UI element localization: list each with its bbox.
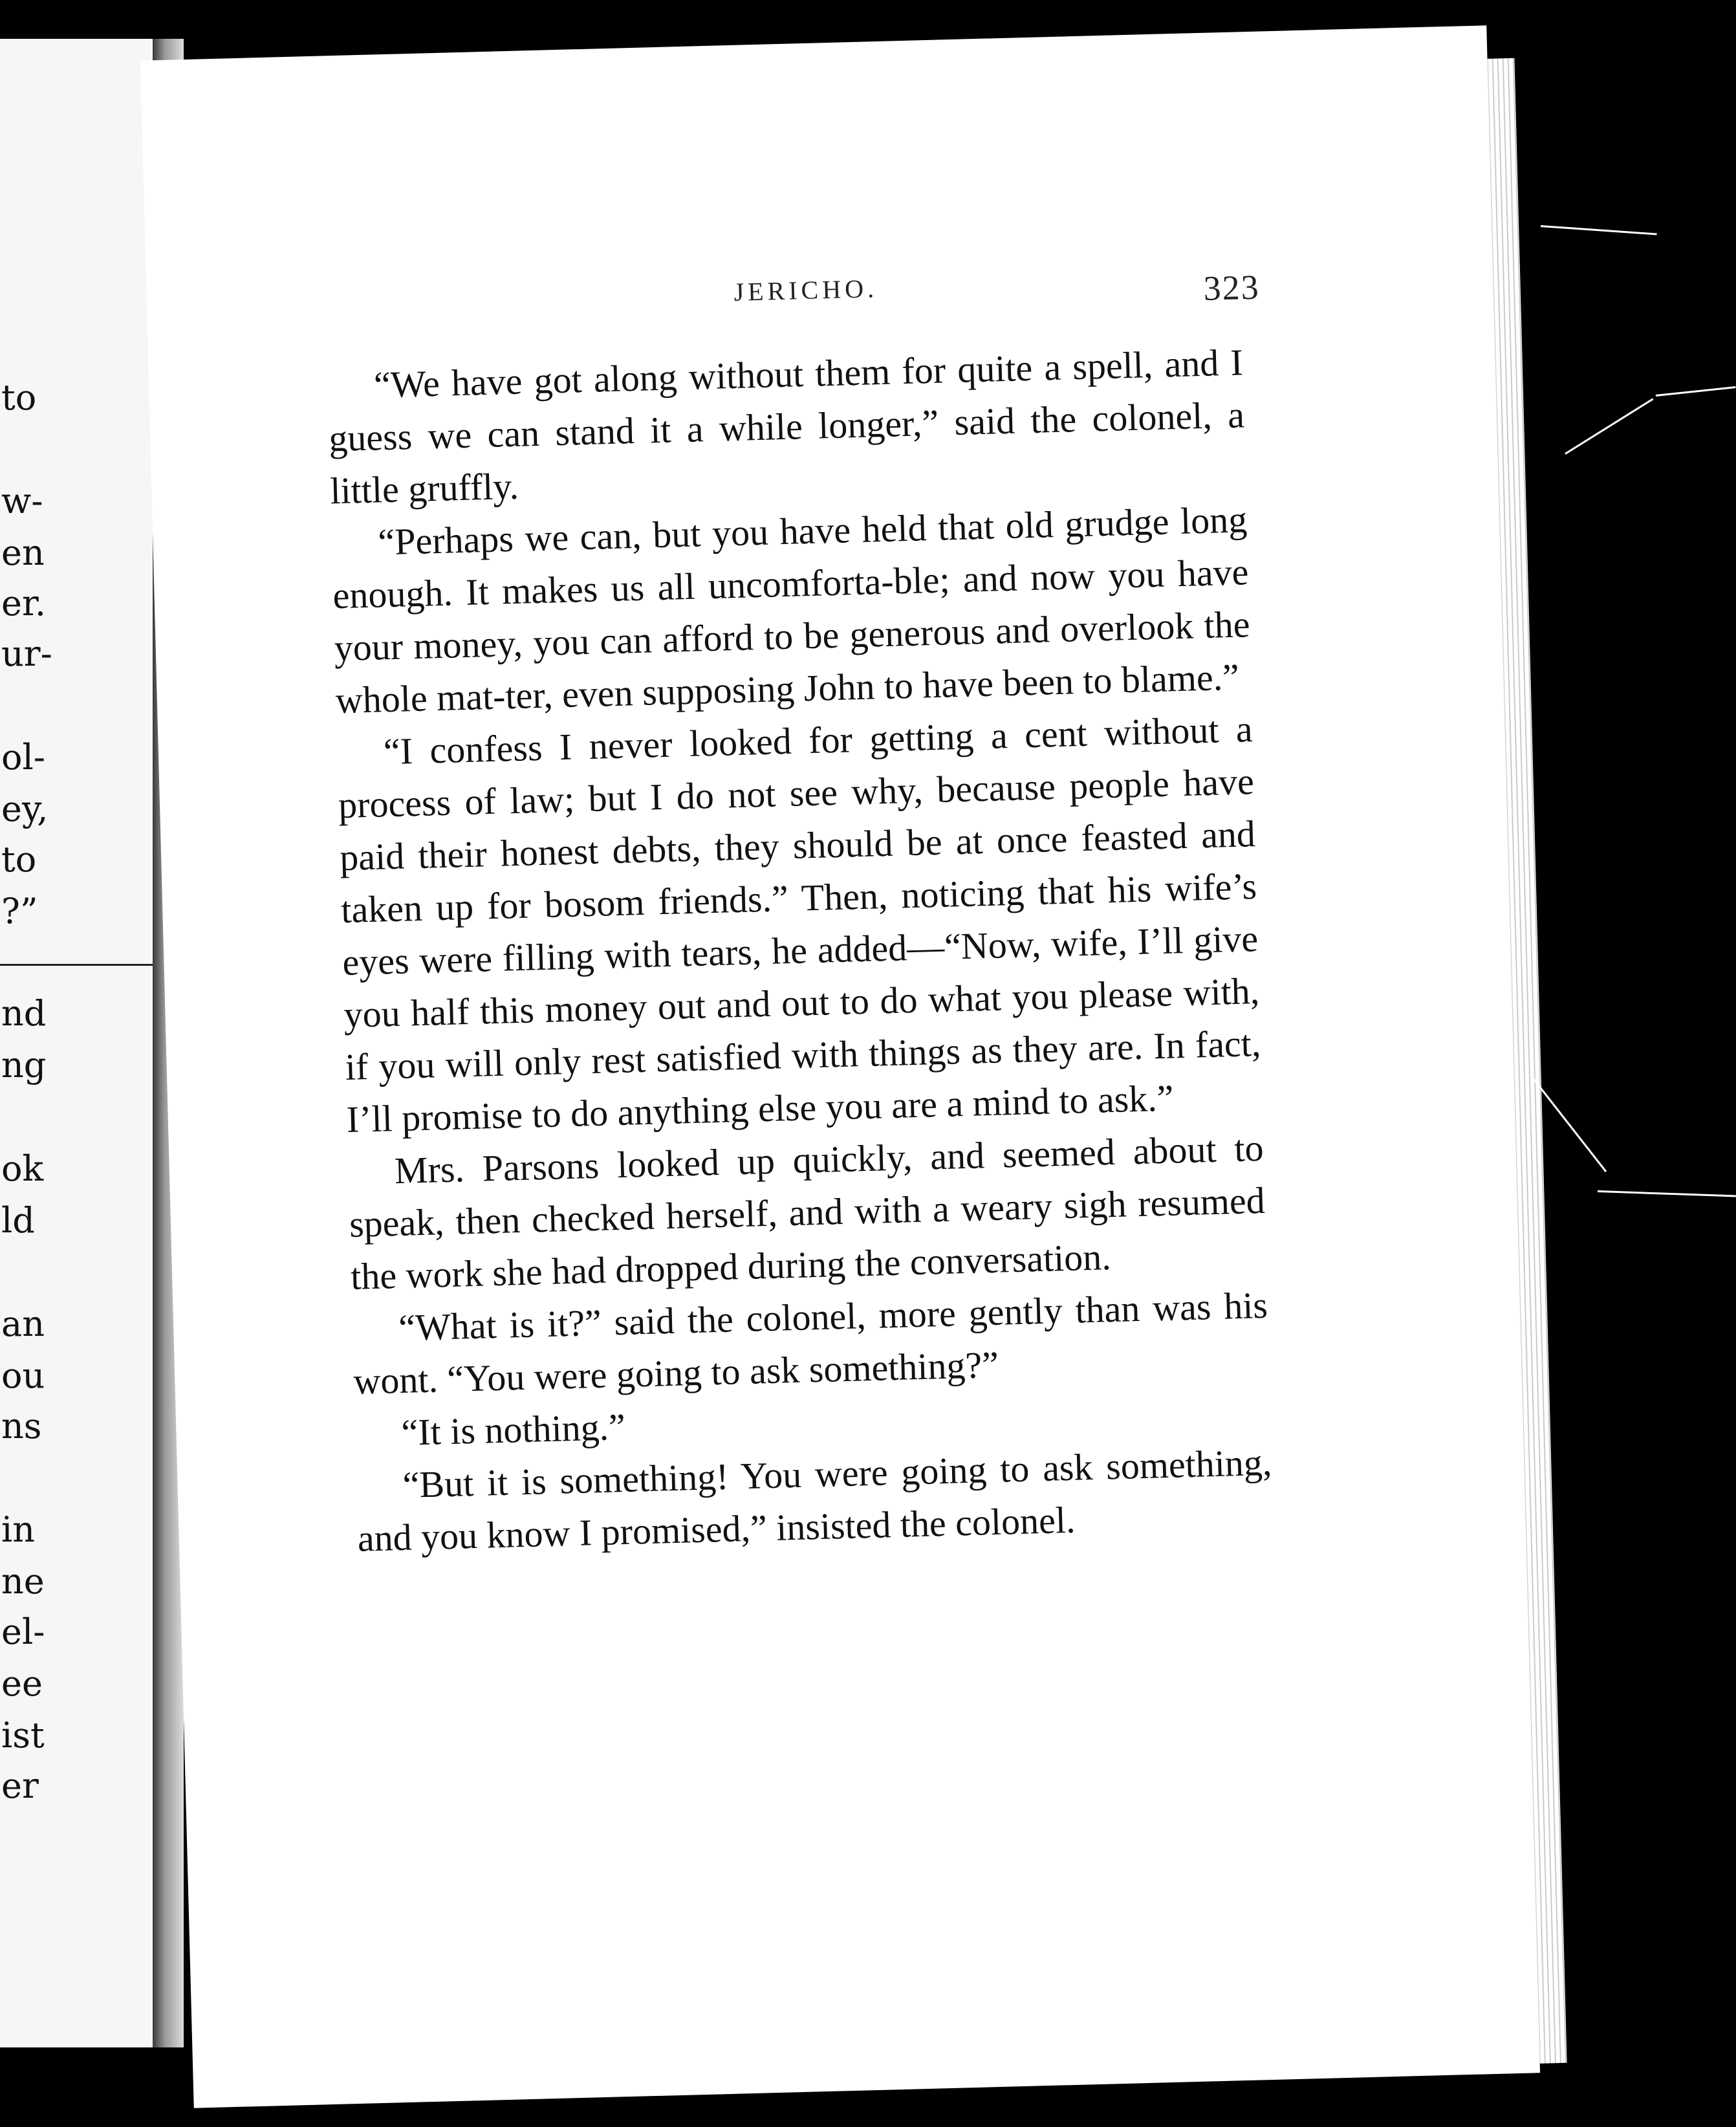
left-page-fragment: ur- <box>1 633 52 674</box>
book-page <box>140 25 1540 2108</box>
left-page-fragment: nd <box>1 993 47 1034</box>
left-page-fragment: ou <box>1 1355 45 1396</box>
left-page-fragment: ng <box>1 1045 47 1085</box>
left-page-fragment: ld <box>1 1200 35 1241</box>
running-title: JERICHO. <box>733 274 878 307</box>
left-page-fragment: ns <box>1 1406 42 1446</box>
left-page-edge <box>0 39 153 2047</box>
running-head <box>146 259 1492 308</box>
left-page-fragment: ee <box>1 1663 43 1704</box>
paragraph: “We have got along without them for quite a spell, and I guess we can stand it a while longer,” said the colonel, a little gruffly. <box>328 341 1245 512</box>
paragraph: “What is it?” said the colonel, more gently than was his wont. “You were going to ask something?” <box>353 1283 1268 1402</box>
left-page-fragment: er <box>1 1765 39 1806</box>
body-text <box>327 336 1274 1564</box>
left-page-fragment: an <box>1 1303 45 1344</box>
left-page-fragment: ok <box>1 1148 44 1189</box>
paragraph: “It is nothing.” <box>400 1405 626 1454</box>
left-page-fragment: ist <box>1 1715 45 1756</box>
loose-thread <box>1656 386 1736 397</box>
paragraph: “I confess I never looked for getting a cent without a process of law; but I do not see why, because people have paid their honest debts, they should be at once feasted and taken up for bosom friends.” Then, noticing that his wife’s eyes were filling with tears, he added—“Now, wife, I’ll give you half this money out and out to do what you please with, if you will only rest satisfied with things as they are. In fact, I’ll promise to do anything else you are a mind to ask.” <box>338 708 1262 1140</box>
left-page-fragment: ?” <box>1 891 38 932</box>
loose-thread <box>1598 1190 1736 1197</box>
left-page-fragment: en <box>1 532 45 573</box>
left-page-fragment: ey, <box>1 789 49 829</box>
left-page-rule <box>0 964 153 966</box>
paragraph: Mrs. Parsons looked up quickly, and seemed about to speak, then checked herself, and with a weary sigh resumed the work she had dropped during the conversation. <box>349 1126 1266 1298</box>
page-number: 323 <box>1202 267 1261 308</box>
left-page-fragment: ol- <box>1 737 46 778</box>
left-page-fragment: in <box>1 1509 36 1550</box>
loose-thread <box>1565 398 1653 454</box>
left-page-fragment: ne <box>1 1561 45 1602</box>
left-page-fragment: w- <box>1 481 43 521</box>
left-page-fragment: to <box>1 377 37 418</box>
left-page-fragment: el- <box>1 1611 45 1652</box>
paragraph: “But it is something! You were going to ask something, and you know I promised,” insisted the colonel. <box>356 1441 1273 1560</box>
paragraph: “Perhaps we can, but you have held that old grudge long enough. It makes us all uncomforta-ble; and now you have your money, you can afford to be generous and overlook the whole mat-ter, even supposing John to have been to blame.” <box>332 498 1251 722</box>
left-page-fragment: er. <box>1 583 47 624</box>
loose-thread <box>1541 225 1657 235</box>
left-page-fragment: to <box>1 839 37 880</box>
